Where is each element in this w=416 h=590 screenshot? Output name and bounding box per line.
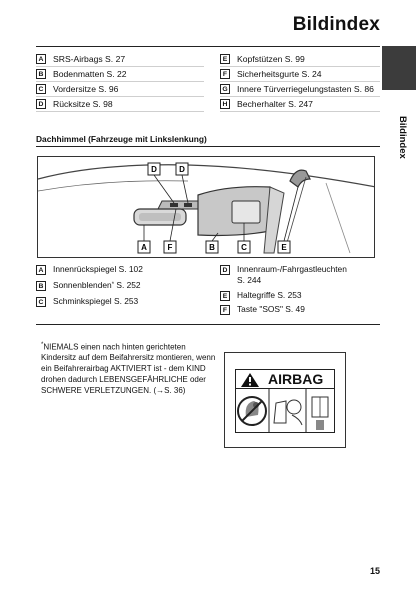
index-row xyxy=(36,52,204,67)
index-key: A xyxy=(36,54,46,64)
index-row xyxy=(36,97,204,112)
manual-book-icon xyxy=(312,397,328,430)
legend-text: Schminkspiegel S. 253 xyxy=(53,296,139,306)
legend-key: D xyxy=(220,265,230,275)
legend-key: E xyxy=(220,291,230,301)
section-heading: Dachhimmel (Fahrzeuge mit Linkslenkung) xyxy=(36,134,207,144)
section-rule xyxy=(36,146,380,147)
index-text: Sicherheitsgurte S. 24 xyxy=(237,69,322,79)
index-row xyxy=(36,67,204,82)
legend-text: Innenraum-/Fahrgastleuchten xyxy=(237,264,347,274)
title-rule xyxy=(36,46,380,47)
legend-item xyxy=(220,264,347,286)
legend-key: F xyxy=(220,305,230,315)
grab-handle xyxy=(290,170,310,187)
legend-item xyxy=(36,296,138,307)
legend-text: Taste "SOS" S. 49 xyxy=(237,304,305,314)
index-key: C xyxy=(36,84,46,94)
legend-footnote-marker: * xyxy=(111,282,115,288)
index-key: B xyxy=(36,69,46,79)
callout-e: E xyxy=(281,243,287,252)
legend-item xyxy=(36,280,141,291)
index-key: D xyxy=(36,99,46,109)
page-title: Bildindex xyxy=(292,14,380,35)
legend-key: A xyxy=(36,265,46,275)
index-row xyxy=(220,67,380,82)
index-text: Innere Türverriegelungstasten S. 86 xyxy=(237,84,374,94)
legend-page-ref: S. 244 xyxy=(237,275,262,285)
warning-banner xyxy=(235,369,335,389)
callout-d2: D xyxy=(179,165,185,174)
callout-b: B xyxy=(209,243,215,252)
footnote xyxy=(41,340,219,397)
index-text: Becherhalter S. 247 xyxy=(237,99,313,109)
callout-f: F xyxy=(167,243,173,252)
footnote-marker: * xyxy=(41,342,44,348)
airbag-warning-label xyxy=(224,352,346,448)
index-key: F xyxy=(220,69,230,79)
headliner-illustration xyxy=(38,157,375,258)
legend-text: Innenrückspiegel S. 102 xyxy=(53,264,143,274)
callout-d1: D xyxy=(151,165,157,174)
warning-triangle-icon xyxy=(240,372,260,388)
index-key: H xyxy=(220,99,230,109)
footnote-text: NIEMALS einen nach hinten gerichteten Kindersitz auf dem Beifahrersitz montieren, wenn ein Beifahrerairbag AKTIVIERT ist - dem KIND drohen dadurch LEBENSGEFÄHRLICHE oder SCHWERE VERLETZUNGEN. (→S. 36) xyxy=(41,342,216,395)
index-key: E xyxy=(220,54,230,64)
index-text: Vordersitze S. 96 xyxy=(53,84,119,94)
legend-page-ref: S. 252 xyxy=(114,280,141,290)
legend-text: Haltegriffe S. 253 xyxy=(237,290,302,300)
legend-key: B xyxy=(36,281,46,291)
side-tab-label: Bildindex xyxy=(397,115,408,159)
callout-c: C xyxy=(241,243,247,252)
no-child-seat-icon xyxy=(238,397,266,425)
index-text: Rücksitze S. 98 xyxy=(53,99,113,109)
legend-text: Sonnenblenden xyxy=(53,280,112,290)
legend-item xyxy=(220,304,305,315)
airbag-deploy-icon xyxy=(274,400,302,425)
vanity-mirror xyxy=(232,201,260,223)
legend-item xyxy=(36,264,143,275)
page-number: 15 xyxy=(369,566,380,576)
index-text: Kopfstützen S. 99 xyxy=(237,54,305,64)
legend-item xyxy=(220,290,302,301)
side-tab-marker xyxy=(382,46,416,90)
section-divider xyxy=(36,324,380,325)
legend-key: C xyxy=(36,297,46,307)
index-text: Bodenmatten S. 22 xyxy=(53,69,127,79)
index-text: SRS-Airbags S. 27 xyxy=(53,54,126,64)
index-row xyxy=(220,82,380,97)
callout-a: A xyxy=(141,243,147,252)
index-row xyxy=(36,82,204,97)
warning-banner-text: AIRBAG xyxy=(268,371,324,387)
index-key: G xyxy=(220,84,230,94)
headliner-diagram xyxy=(37,156,375,258)
roof-line xyxy=(38,165,375,187)
index-row xyxy=(220,97,380,112)
index-row xyxy=(220,52,380,67)
warning-pictogram-icons xyxy=(236,389,336,433)
warning-pictograms xyxy=(235,389,335,433)
side-tab xyxy=(382,46,416,184)
